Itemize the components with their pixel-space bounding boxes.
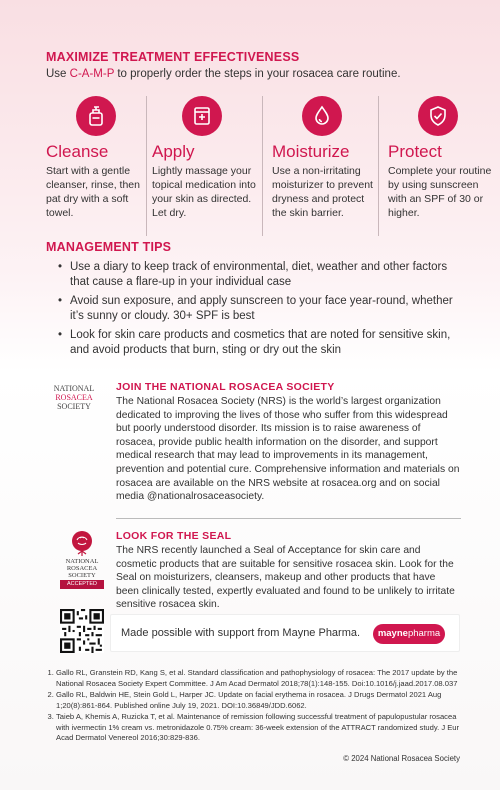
step-divider	[378, 96, 379, 236]
step-title: Moisturize	[272, 142, 350, 161]
step-protect	[388, 96, 494, 220]
tips-list	[58, 260, 458, 362]
step-divider	[146, 96, 147, 236]
water-drop-icon	[302, 96, 342, 136]
step-description: Use a non-irritating moisturizer to prevent dryness and protect the skin barrier.	[272, 165, 373, 219]
step-apply	[152, 96, 258, 220]
effectiveness-heading: MAXIMIZE TREATMENT EFFECTIVENESS	[46, 50, 300, 64]
join-body: The National Rosacea Society (NRS) is the world’s largest organization dedicated to improving the lives of those who suffer from this widespread but poorly understood disorder. Its mission is to raise awareness of rosacea, provide public health information on the disorder, and support medical research that may lead to improvements in its management, prevention and potential cure. Comprehensive information and materials on rosacea are available on the NRS website at rosacea.org and on social media @nationalrosaceasociety.	[116, 396, 460, 503]
shield-check-icon	[418, 96, 458, 136]
seal-of-acceptance-logo: NATIONAL ROSACEA SOCIETY ACCEPTED	[60, 530, 104, 600]
join-heading: JOIN THE NATIONAL ROSACEA SOCIETY	[116, 381, 335, 393]
medication-tube-icon	[182, 96, 222, 136]
reference-item: 2. Gallo RL, Baldwin HE, Stein Gold L, Harper JC. Update on facial erythema in rosacea. J Drugs Dermatol 2021 Aug 1;20(8):861-864. Published online July 19, 2021. DOI:10.36849/JDD.6062.	[56, 690, 466, 711]
list-item: • Avoid sun exposure, and apply sunscreen to your face year-round, whether it’s sunny or cloudy. 30+ SPF is best	[58, 294, 458, 324]
tips-heading: MANAGEMENT TIPS	[46, 240, 172, 254]
effectiveness-intro: Use C-A-M-P to properly order the steps in your rosacea care routine.	[46, 68, 401, 80]
reference-item: 3. Taieb A, Khemis A, Ruzicka T, et al. Maintenance of remission following successful treatment of papulopustular rosacea with ivermectin 1% cream vs. metronidazole 0.75% cream: 36-week extension of the ATTRACT randomized study. J Eur Acad Dermatol Venereol 2016;30:829-836.	[56, 712, 466, 744]
step-moisturize	[272, 96, 378, 220]
reference-item: 1. Gallo RL, Granstein RD, Kang S, et al. Standard classification and pathophysiology of rosacea: The 2017 update by the National Rosacea Society Expert Committee. J Am Acad Dermatol 2018;78(1):148-155. Doi:10.1016/j.jaad.2017.08.037	[56, 668, 466, 689]
list-item: • Look for skin care products and cosmetics that are noted for sensitive skin, and avoid products that burn, sting or dry out the skin	[58, 328, 458, 358]
seal-body: The NRS recently launched a Seal of Acceptance for skin care and cosmetic products that are suitable for sensitive rosacea skin. Look for the Seal on moisturizers, cleansers, makeup and other products that have been clinically tested, expertly evaluated and found to be unlikely to irritate sensitive rosacea skin.	[116, 545, 455, 611]
step-title: Cleanse	[46, 142, 109, 161]
sponsor-box	[110, 614, 460, 652]
list-item: • Use a diary to keep track of environmental, diet, weather and other factors that cause a flare-up in your individual case	[58, 260, 458, 290]
rose-icon	[68, 530, 96, 556]
sponsor-text: Made possible with support from Mayne Pharma.	[121, 627, 361, 639]
references-list	[46, 668, 466, 745]
step-title: Protect	[388, 142, 442, 161]
step-description: Lightly massage your topical medication into your skin as directed. Let dry.	[152, 165, 256, 219]
step-divider	[262, 96, 263, 236]
section-divider	[116, 518, 461, 519]
mayne-pharma-logo: maynepharma	[373, 624, 445, 644]
seal-heading: LOOK FOR THE SEAL	[116, 530, 232, 542]
cleanser-bottle-icon	[76, 96, 116, 136]
step-description: Complete your routine by using sunscreen with an SPF of 30 or higher.	[388, 165, 492, 219]
step-title: Apply	[152, 142, 195, 161]
camp-acronym: C-A-M-P	[69, 68, 115, 80]
step-cleanse	[46, 96, 152, 220]
copyright: © 2024 National Rosacea Society	[343, 754, 460, 763]
qr-code-icon[interactable]	[60, 609, 104, 653]
nrs-logo: NATIONAL ROSACEA SOCIETY	[53, 384, 95, 411]
step-description: Start with a gentle cleanser, rinse, then pat dry with a soft towel.	[46, 165, 140, 219]
